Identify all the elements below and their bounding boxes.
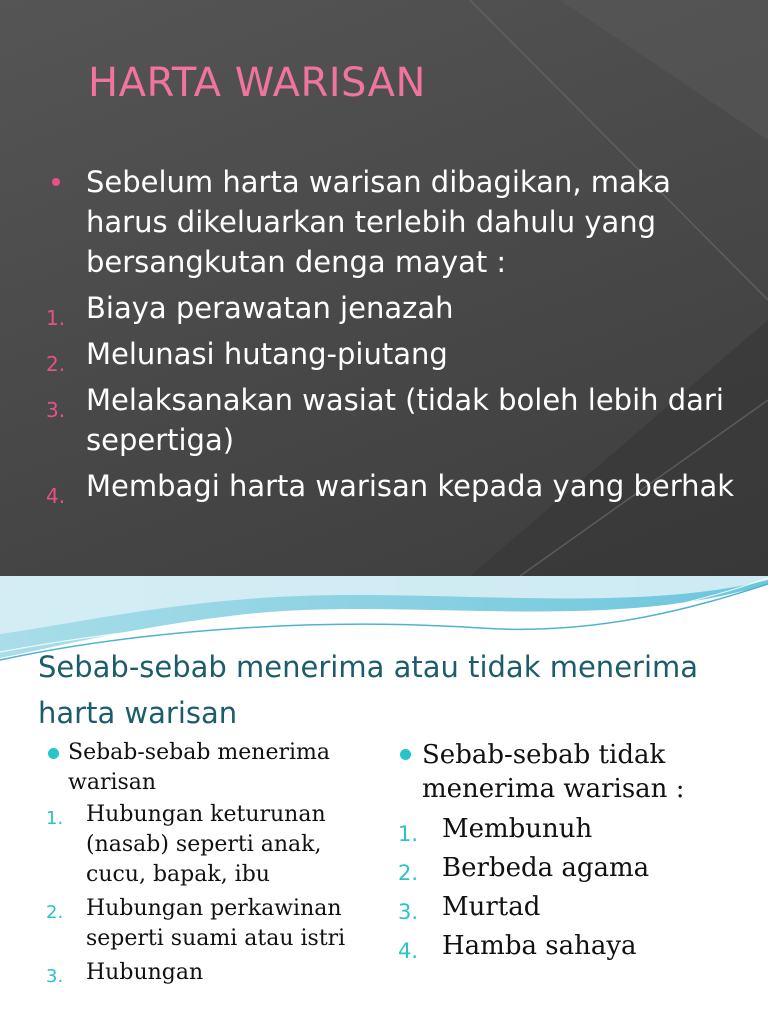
list-number: 1. — [398, 822, 419, 846]
slide-content — [46, 162, 746, 512]
list-number: 3. — [46, 966, 64, 987]
list-item-text: Membunuh — [442, 814, 593, 844]
bullet-icon — [48, 748, 59, 759]
intro-bullet — [46, 162, 746, 282]
intro-text: Sebelum harta warisan dibagikan, maka harus dikeluarkan terlebih dahulu yang bersangkutan denga mayat : — [86, 165, 671, 279]
list-item — [46, 334, 746, 374]
column-heading — [398, 738, 758, 806]
list-number: 3. — [46, 398, 66, 422]
list-number: 1. — [46, 306, 66, 330]
list-item — [398, 851, 758, 885]
list-item-text: Melunasi hutang-piutang — [86, 337, 448, 371]
list-number: 2. — [398, 861, 419, 885]
list-number: 2. — [46, 352, 66, 376]
list-item — [46, 466, 746, 506]
column-heading-text: Sebab-sebab tidak menerima warisan : — [422, 740, 685, 804]
column-sebab-tidak-menerima — [398, 738, 758, 968]
list-item — [46, 288, 746, 328]
list-item — [46, 894, 376, 954]
list-item-text: Hubungan keturunan (nasab) seperti anak, cucu, bapak, ibu — [86, 802, 326, 887]
list-item — [46, 800, 376, 890]
list-number: 3. — [398, 900, 419, 924]
list-item-text: Hubungan — [86, 960, 204, 985]
list-number: 1. — [46, 808, 64, 829]
list-item-text: Melaksanakan wasiat (tidak boleh lebih dari sepertiga) — [86, 383, 724, 457]
list-item — [398, 890, 758, 924]
list-item — [398, 812, 758, 846]
bullet-icon — [52, 178, 60, 186]
list-item-text: Berbeda agama — [442, 853, 650, 883]
list-item-text: Murtad — [442, 892, 541, 922]
bullet-icon — [400, 749, 411, 760]
list-item-text: Membagi harta warisan kepada yang berhak — [86, 469, 735, 503]
list-item-text: Hubungan perkawinan seperti suami atau istri — [86, 896, 346, 951]
list-item-text: Biaya perawatan jenazah — [86, 291, 454, 325]
slide-title: Sebab-sebab menerima atau tidak menerima harta warisan — [38, 650, 699, 730]
list-item — [46, 958, 376, 988]
list-item — [46, 380, 746, 460]
list-item-text: Hamba sahaya — [442, 931, 637, 961]
slide-sebab-menerima — [0, 576, 768, 1024]
list-number: 4. — [46, 484, 66, 508]
list-number: 2. — [46, 902, 64, 923]
slide-title: HARTA WARISAN — [88, 60, 426, 106]
column-heading — [46, 738, 376, 798]
column-sebab-menerima — [46, 738, 376, 992]
list-item — [398, 929, 758, 963]
list-number: 4. — [398, 939, 419, 963]
column-heading-text: Sebab-sebab menerima warisan — [68, 740, 330, 795]
